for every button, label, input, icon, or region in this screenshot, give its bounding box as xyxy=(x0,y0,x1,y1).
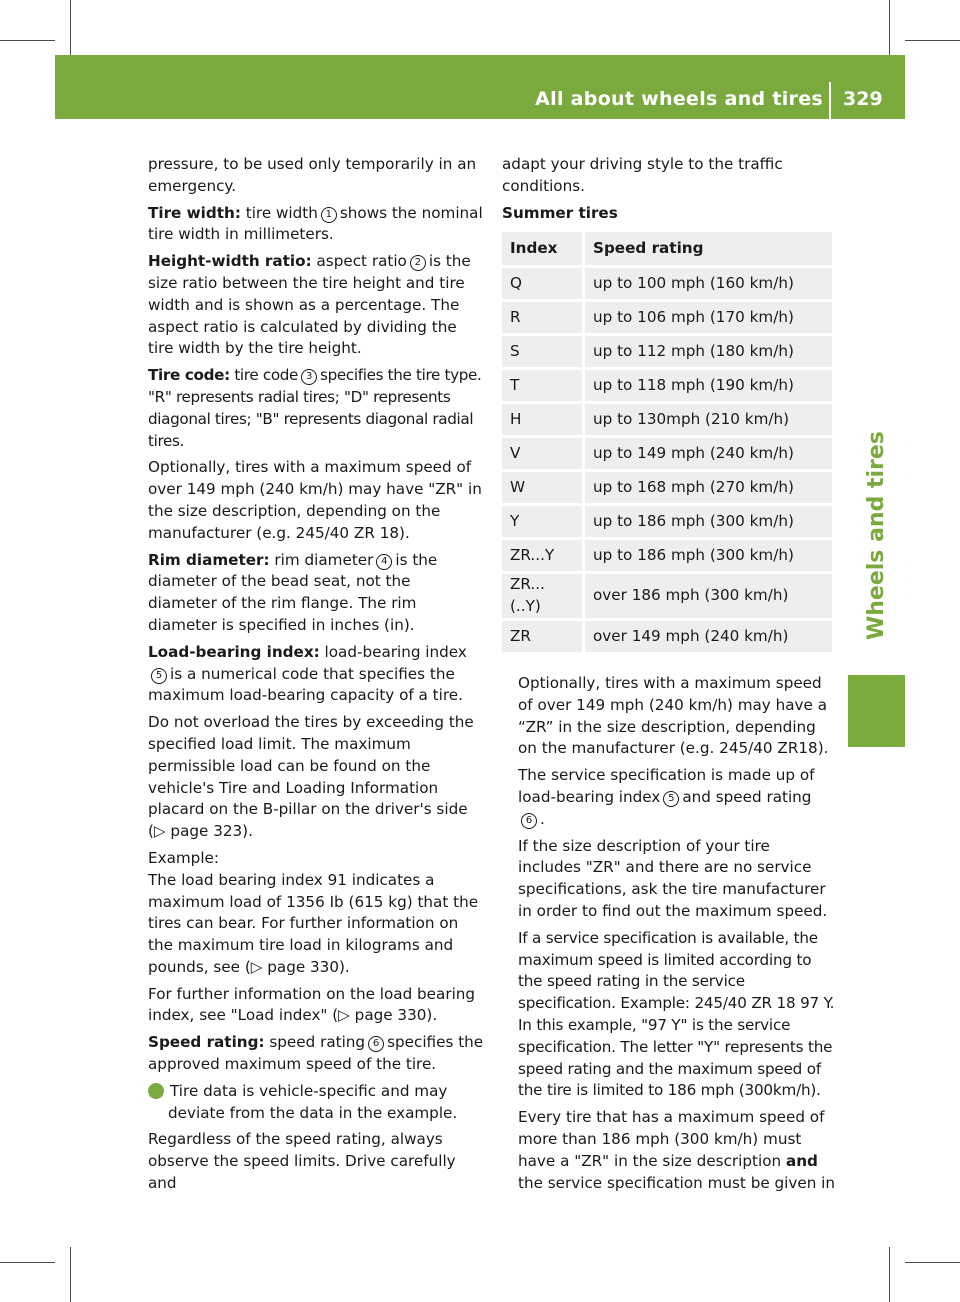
info-note: i Tire data is vehicle-specific and may deviate from the data in the example. xyxy=(143,1081,458,1122)
crop-mark xyxy=(905,40,960,41)
term-label: Height-width ratio: xyxy=(148,252,312,271)
table-row xyxy=(502,472,832,503)
tire-width-paragraph: Tire width: tire width 1 shows the nominal tire width in millimeters. xyxy=(148,203,483,244)
callout-number-icon: 1 xyxy=(321,207,337,223)
table-cell: Y xyxy=(502,506,585,537)
paragraph: Do not overload the tires by exceeding the specified load limit. The maximum permissible load can be found on the vehicle's Tire and Loading Information placard on the B-pillar on the driver's side (▷ page 323). xyxy=(148,713,474,841)
paragraph: Example: xyxy=(148,848,220,867)
paragraph: adapt your driving style to the traffic conditions. xyxy=(502,155,783,195)
crop-mark xyxy=(70,0,71,55)
load-bearing-paragraph: Load-bearing index: load-bearing index5 is a numerical code that specifies the maximum load-bearing capacity of a tire. xyxy=(148,642,467,705)
table-cell: up to 106 mph (170 km/h) xyxy=(585,302,832,333)
table-row xyxy=(502,336,832,367)
table-header-row xyxy=(502,232,832,265)
crop-mark xyxy=(889,1247,890,1302)
chapter-marker-block xyxy=(848,675,905,747)
table-cell: H xyxy=(502,404,585,435)
list-item: Optionally, tires with a maximum speed of over 149 mph (240 km/h) may have a “ZR” in the size description, depending on the manufacturer (e.g. 245/40 ZR18). The service specification is made up of load-bearing index 5 and speed rating 6 . xyxy=(518,673,829,828)
table-cell: R xyxy=(502,302,585,333)
table-cell: ZR xyxy=(502,621,585,652)
table-cell: up to 100 mph (160 km/h) xyxy=(585,268,832,299)
crop-mark xyxy=(889,0,890,55)
paragraph: Regardless of the speed rating, always observe the speed limits. Drive carefully and xyxy=(148,1130,456,1193)
section-title: All about wheels and tires xyxy=(535,88,823,110)
crop-mark xyxy=(0,40,55,41)
table-cell: up to 130mph (210 km/h) xyxy=(585,404,832,435)
callout-number-icon: 3 xyxy=(301,369,317,385)
table-row xyxy=(502,574,832,618)
crop-mark xyxy=(905,1262,960,1263)
term-label: Rim diameter: xyxy=(148,550,270,569)
term-label: Tire code: xyxy=(148,366,230,385)
height-width-paragraph: Height-width ratio: aspect ratio 2 is the size ratio between the tire height and tire width and is shown as a percentage. The aspect ratio is calculated by dividing the tire width by the tire height. xyxy=(148,252,471,358)
header-divider xyxy=(829,82,831,119)
table-cell: ZR...(..Y) xyxy=(502,574,585,618)
table-cell: S xyxy=(502,336,585,367)
callout-number-icon: 6 xyxy=(521,813,537,829)
table-row xyxy=(502,540,832,571)
rim-diameter-paragraph: Rim diameter: rim diameter 4 is the diameter of the bead seat, not the diameter of the rim flange. The rim diameter is specified in inches (in). xyxy=(148,550,438,634)
table-cell: over 186 mph (300 km/h) xyxy=(585,574,832,618)
list-item: Every tire that has a maximum speed of more than 186 mph (300 km/h) must have a "ZR" in the size description and the service specification must be given in xyxy=(518,1108,836,1192)
term-label: Tire width: xyxy=(148,203,241,222)
table-cell: ZR...Y xyxy=(502,540,585,571)
paragraph: For further information on the load bearing index, see "Load index" (▷ page 330). xyxy=(148,984,476,1025)
paragraph: Optionally, tires with a maximum speed of over 149 mph (240 km/h) may have "ZR" in the size description, depending on the manufacturer (e.g. 245/40 ZR 18). xyxy=(148,458,482,542)
callout-number-icon: 5 xyxy=(151,668,167,684)
table-row xyxy=(502,302,832,333)
left-column xyxy=(143,154,484,1200)
table-cell: up to 112 mph (180 km/h) xyxy=(585,336,832,367)
table-row xyxy=(502,506,832,537)
table-row xyxy=(502,621,832,652)
page-number: 329 xyxy=(843,88,883,110)
crop-mark xyxy=(70,1247,71,1302)
bullet-list xyxy=(502,673,835,1194)
table-cell: T xyxy=(502,370,585,401)
speed-rating-paragraph: Speed rating: speed rating 6 specifies the approved maximum speed of the tire. xyxy=(148,1033,484,1074)
column-header: Index xyxy=(502,232,585,265)
table-row xyxy=(502,404,832,435)
table-cell: up to 118 mph (190 km/h) xyxy=(585,370,832,401)
table-cell: over 149 mph (240 km/h) xyxy=(585,621,832,652)
chapter-tab-label: Wheels and tires xyxy=(864,431,889,640)
callout-number-icon: 5 xyxy=(663,791,679,807)
right-column xyxy=(502,154,835,1199)
callout-number-icon: 6 xyxy=(368,1036,384,1052)
table-cell: up to 186 mph (300 km/h) xyxy=(585,506,832,537)
tire-code-paragraph: Tire code: tire code 3 specifies the tire type. "R" represents radial tires; "D" represents diagonal tires; "B" represents diagonal radial tires. xyxy=(148,366,482,450)
table-cell: up to 149 mph (240 km/h) xyxy=(585,438,832,469)
table-cell: V xyxy=(502,438,585,469)
info-icon: i xyxy=(148,1083,164,1099)
table-cell: Q xyxy=(502,268,585,299)
speed-rating-table xyxy=(502,229,832,655)
term-label: Load-bearing index: xyxy=(148,642,320,661)
term-label: Speed rating: xyxy=(148,1033,265,1052)
paragraph: pressure, to be used only temporarily in an emergency. xyxy=(148,155,477,195)
chapter-tab xyxy=(848,180,905,650)
table-cell: up to 186 mph (300 km/h) xyxy=(585,540,832,571)
column-header: Speed rating xyxy=(585,232,832,265)
callout-number-icon: 2 xyxy=(410,255,426,271)
paragraph: The load bearing index 91 indicates a maximum load of 1356 Ib (615 kg) that the tires can bear. For further information on the maximum tire load in kilograms and pounds, see (▷ page 330). xyxy=(148,870,479,976)
table-row xyxy=(502,370,832,401)
list-item: If the size description of your tire includes "ZR" and there are no service specifications, ask the tire manufacturer in order to find out the maximum speed. If a service specification is available, the maximum speed is limited according to the speed rating in the service specification. Example: 245/40 ZR 18 97 Y. In this example, "97 Y" is the service specification. The letter "Y" represents the speed rating and the maximum speed of the tire is limited to 186 mph (300km/h). xyxy=(518,836,835,1100)
summer-tires-heading: Summer tires xyxy=(502,203,618,222)
table-cell: up to 168 mph (270 km/h) xyxy=(585,472,832,503)
table-cell: W xyxy=(502,472,585,503)
table-row xyxy=(502,438,832,469)
table-row xyxy=(502,268,832,299)
callout-number-icon: 4 xyxy=(376,554,392,570)
crop-mark xyxy=(0,1262,55,1263)
